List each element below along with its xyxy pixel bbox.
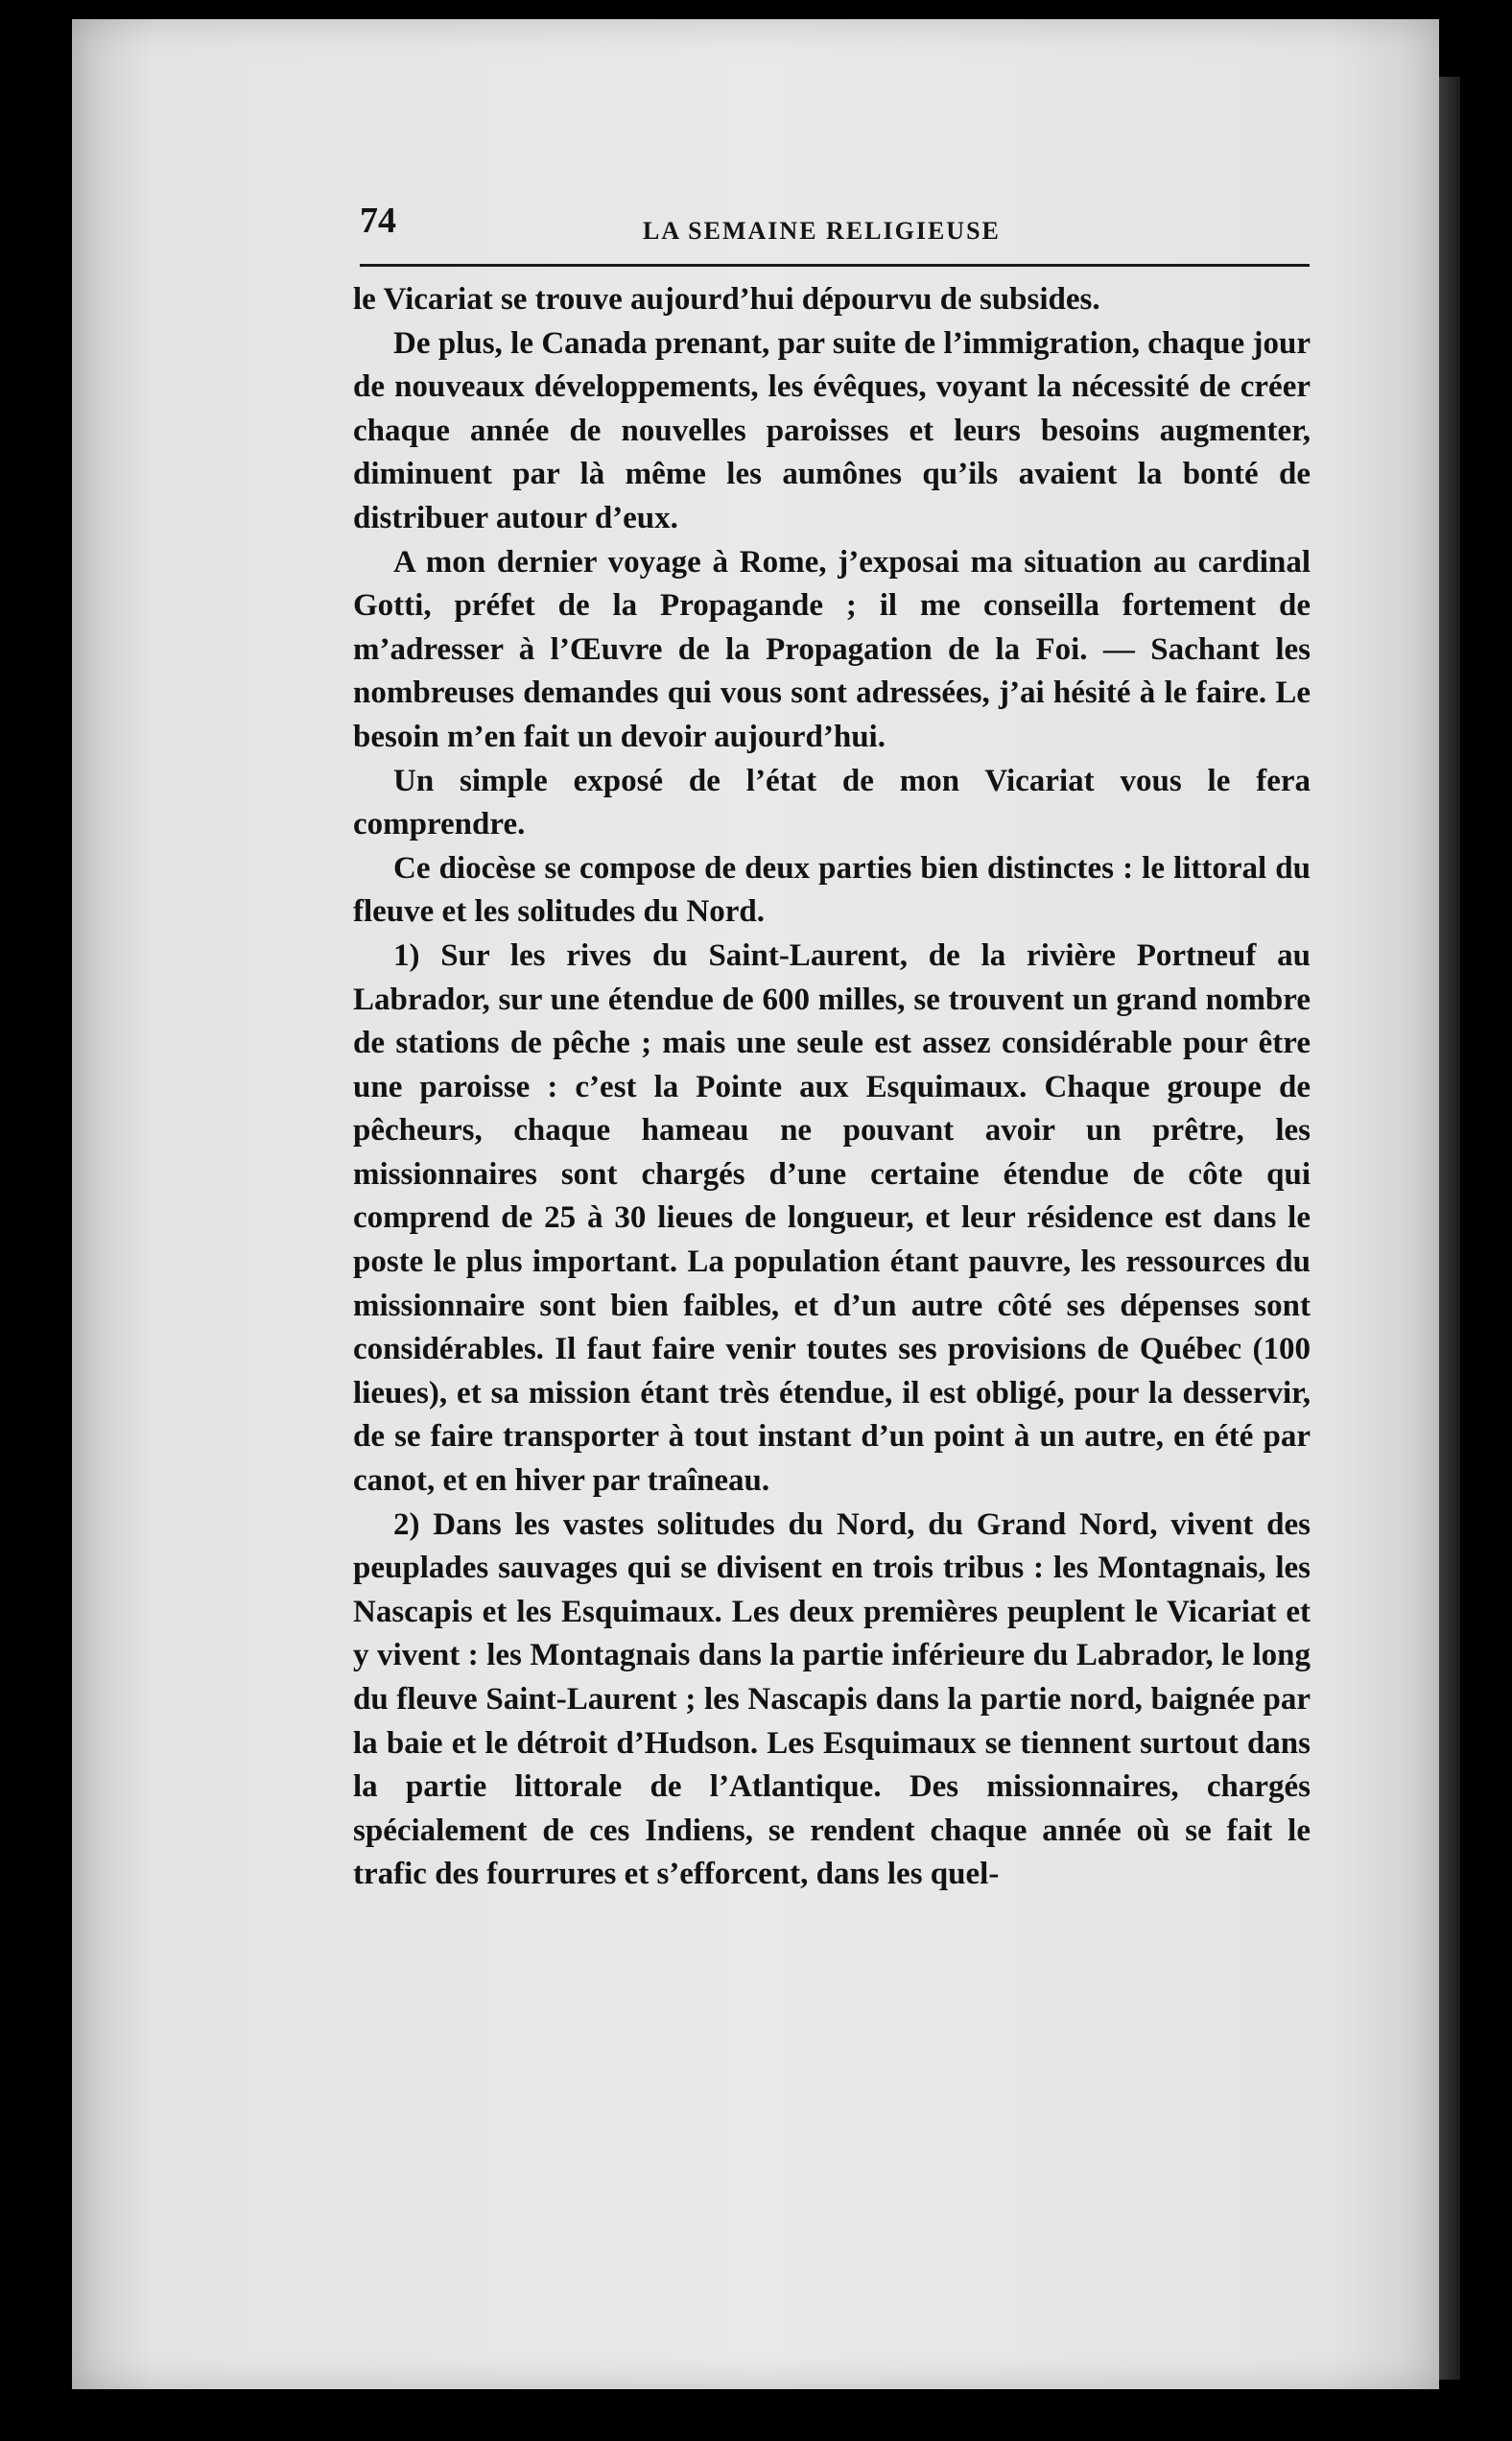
running-title: LA SEMAINE RELIGIEUSE (643, 217, 1001, 245)
header-rule (360, 264, 1310, 267)
paragraph: 1) Sur les rives du Saint-Laurent, de la rivière Portneuf au Labrador, sur une étendue de 600 milles, se trouvent un grand nombre de stations de pêche ; mais une seule est assez considérable pour être une paroisse : c’est la Pointe aux Esquimaux. Chaque groupe de pêcheurs, chaque hameau ne pouvant avoir un prêtre, les missionnaires sont chargés d’une certaine étendue de côte qui comprend de 25 à 30 lieues de longueur, et leur résidence est dans le poste le plus important. La population étant pauvre, les ressources du missionnaire sont bien faibles, et d’un autre côté ses dépenses sont considérables. Il faut faire venir toutes ses provisions de Québec (100 lieues), et sa mission étant très étendue, il est obligé, pour la desservir, de se faire transporter à tout instant d’un point à un autre, en été par canot, et en hiver par traîneau. (353, 937, 1311, 1499)
page-edge (1439, 77, 1460, 2380)
page-header (288, 200, 1310, 248)
paragraph: Ce diocèse se compose de deux parties bien distinctes : le littoral du fleuve et les solitudes du Nord. (353, 850, 1311, 930)
paragraph: Un simple exposé de l’état de mon Vicariat vous le fera comprendre. (353, 763, 1311, 842)
body-text (353, 278, 1311, 1897)
paragraph: A mon dernier voyage à Rome, j’exposai ma situation au cardinal Gotti, préfet de la Propagande ; il me conseilla fortement de m’adresser à l’Œuvre de la Propagation de la Foi. — Sachant les nombreuses demandes qui vous sont adressées, j’ai hésité à le faire. Le besoin m’en fait un devoir aujourd’hui. (353, 544, 1311, 754)
page-number: 74 (360, 201, 396, 241)
paragraph: De plus, le Canada prenant, par suite de l’immigration, chaque jour de nouveaux développements, les évêques, voyant la nécessité de créer chaque année de nouvelles paroisses et leurs besoins augmenter, diminuent par là même les aumônes qu’ils avaient la bonté de distribuer autour d’eux. (353, 325, 1311, 535)
paragraph: 2) Dans les vastes solitudes du Nord, du Grand Nord, vivent des peuplades sauvages qui se divisent en trois tribus : les Montagnais, les Nascapis et les Esquimaux. Les deux premières peuplent le Vicariat et y vivent : les Montagnais dans la partie inférieure du Labrador, le long du fleuve Saint-Laurent ; les Nascapis dans la partie nord, baignée par la baie et le détroit d’Hudson. Les Esquimaux se tiennent surtout dans la partie littorale de l’Atlantique. Des missionnaires, chargés spécialement de ces Indiens, se rendent chaque année où se fait le trafic des fourrures et s’efforcent, dans les quel- (353, 1506, 1311, 1892)
paragraph: le Vicariat se trouve aujourd’hui dépourvu de subsides. (353, 282, 1100, 317)
